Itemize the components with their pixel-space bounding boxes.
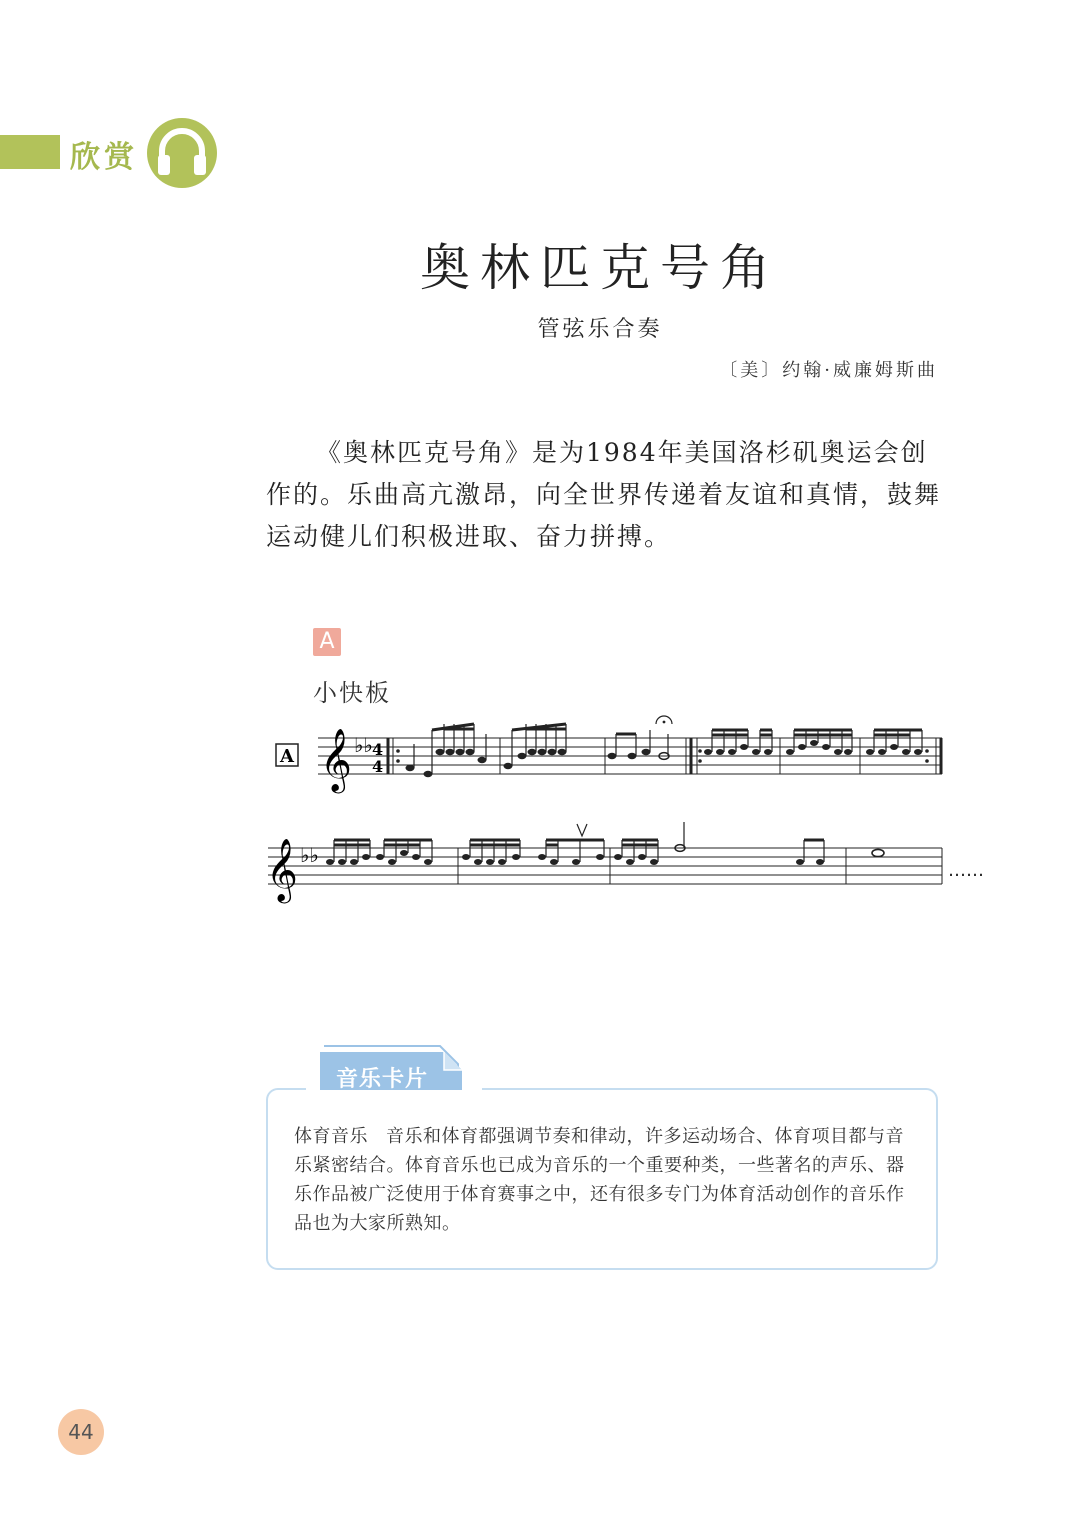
intro-text: 《奥林匹克号角》是为1984年美国洛杉矶奥运会创作的。乐曲高亢激昂，向全世界传递着友谊和真情，鼓舞运动健儿们积极进取、奋力拼搏。: [266, 438, 942, 551]
music-card-term: 体育音乐: [294, 1126, 368, 1147]
headphones-icon: [146, 117, 218, 189]
flat-sign-icon: ♭♭: [354, 733, 373, 757]
score-line-1: [276, 716, 942, 794]
treble-clef-icon: 𝄞: [320, 728, 352, 791]
music-card-text: 音乐和体育都强调节奏和律动，许多运动场合、体育项目都与音乐紧密结合。体育音乐也已成为音乐的一个重要种类，一些著名的声乐、器乐作品被广泛使用于体育赛事之中，还有很多专门为体育活动创作的音乐作品也为大家所熟知。: [294, 1126, 905, 1234]
section-badge: A: [313, 628, 341, 656]
piece-subtitle: 管弦乐合奏: [537, 317, 663, 342]
bow-mark-icon: [577, 824, 587, 836]
flat-sign-icon: ♭♭: [300, 843, 319, 867]
music-card-title: 音乐卡片: [336, 1067, 429, 1092]
piece-title: 奥林匹克号角: [420, 239, 780, 297]
time-sig-top: 4: [372, 740, 384, 759]
time-sig-bottom: 4: [372, 757, 384, 776]
music-card-body: [294, 1122, 914, 1238]
treble-clef-icon: 𝄞: [266, 838, 298, 901]
page-number: 44: [58, 1409, 104, 1455]
box-label: A: [280, 746, 294, 767]
intro-paragraph: [266, 432, 946, 558]
continuation-ellipsis: ……: [948, 860, 984, 881]
score-line-2: [266, 822, 984, 904]
section-bar: [0, 135, 60, 169]
composer-credit: 〔美〕约翰·威廉姆斯曲: [719, 360, 938, 381]
music-score: [260, 710, 1000, 920]
tempo-marking: 小快板: [313, 679, 391, 707]
section-label: 欣赏: [70, 140, 138, 175]
